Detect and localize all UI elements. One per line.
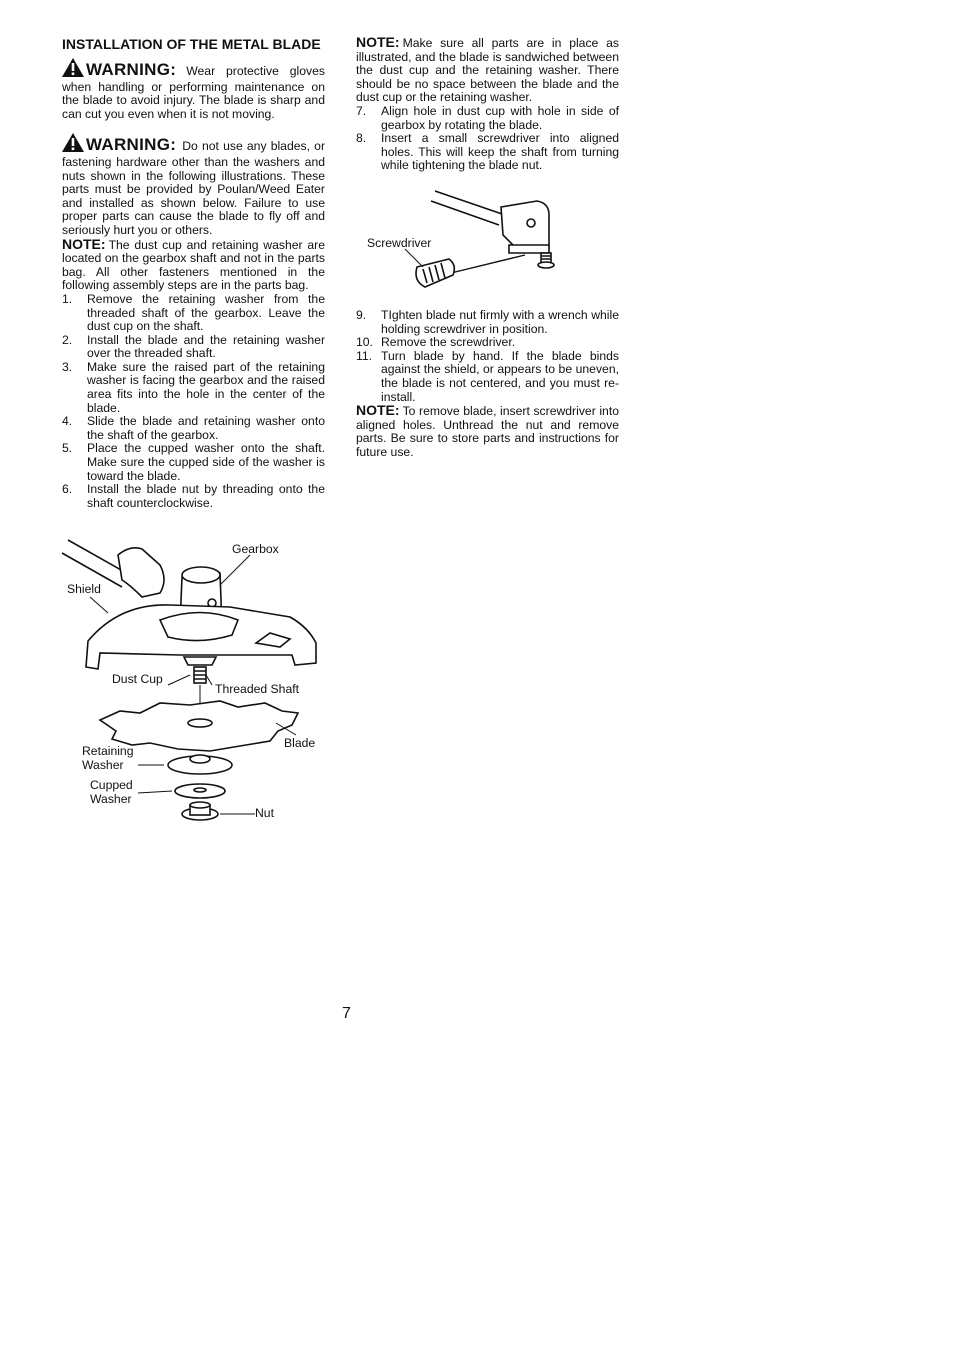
label-screwdriver: Screwdriver <box>367 236 432 250</box>
steps-list-left <box>62 293 325 511</box>
warning-triangle-icon <box>62 58 84 81</box>
label-gearbox: Gearbox <box>232 542 279 556</box>
note-label: NOTE: <box>62 235 106 252</box>
warning-triangle-icon <box>62 133 84 156</box>
label-retaining-washer-2: Washer <box>82 758 124 772</box>
warning-gloves <box>62 58 325 121</box>
warning-label: WARNING: <box>86 135 177 155</box>
warning-text: Do not use any blades, or fastening hardware other than the washers and nuts shown in the following illustrations. These parts must be provided by Poulan/Weed Eater and installed as shown below. Failure to use proper parts can cause the blade to fly off and seriously hurt you or others. <box>62 139 325 237</box>
blade-assembly-figure <box>60 535 340 830</box>
section-heading: INSTALLATION OF THE METAL BLADE <box>62 36 321 52</box>
step-item: 8. Insert a small screwdriver into aligned holes. This will keep the shaft from turning while tightening the blade nut. <box>356 131 619 173</box>
label-shield: Shield <box>67 582 101 596</box>
steps-list-right-b <box>356 309 619 404</box>
label-cupped-washer-2: Washer <box>90 792 132 806</box>
steps-list-right-a <box>356 105 619 173</box>
step-item: 2. Install the blade and the retaining washer over the threaded shaft. <box>62 332 325 361</box>
label-retaining-washer: Retaining <box>82 744 134 758</box>
warning-parts <box>62 133 325 237</box>
warning-label: WARNING: <box>86 60 177 79</box>
note-text: The dust cup and retaining washer are located on the gearbox shaft and not in the parts bag. All other fasteners mentioned in the following assembly steps are in the parts bag. <box>62 237 325 293</box>
note-label: NOTE: <box>356 34 400 50</box>
label-cupped-washer: Cupped <box>90 778 133 792</box>
step-item: 7. Align hole in dust cup with hole in side of gearbox by rotating the blade. <box>356 103 619 132</box>
label-dust-cup: Dust Cup <box>112 672 163 686</box>
note-label: NOTE: <box>356 402 400 419</box>
step-item: 3. Make sure the raised part of the retaining washer is facing the gearbox and the raised area fits into the hole in the center of the blade. <box>62 359 325 415</box>
note-fasteners <box>62 235 325 293</box>
step-item: 11. Turn blade by hand. If the blade binds against the shield, or appears to be uneven, the blade is not centered, and you must re-install. <box>356 348 619 404</box>
label-threaded-shaft: Threaded Shaft <box>215 682 300 696</box>
note-text: Make sure all parts are in place as illustrated, and the blade is sandwiched between the dust cup and the retaining washer. There should be no space between the blade and the dust cup or the retaining washer. <box>356 36 619 105</box>
left-column <box>62 36 325 510</box>
step-item: 10. Remove the screwdriver. <box>356 335 516 350</box>
label-nut: Nut <box>255 806 274 820</box>
note-text: To remove blade, insert screwdriver into aligned holes. Unthread the nut and remove parts. Be sure to store parts and instructions for future use. <box>356 404 619 459</box>
step-item: 6. Install the blade nut by threading onto the shaft counterclockwise. <box>62 482 325 510</box>
step-item: 1. Remove the retaining washer from the threaded shaft of the gearbox. Leave the dust cup on the shaft. <box>62 291 325 334</box>
note-remove-blade <box>356 404 619 459</box>
step-item: 5. Place the cupped washer onto the shaft. Make sure the cupped side of the washer is toward the blade. <box>62 441 325 483</box>
warning-text: Wear protective gloves when handling or performing maintenance on the blade to avoid injury. The blade is sharp and can cut you even when it is not moving. <box>62 64 325 121</box>
label-blade: Blade <box>284 736 316 750</box>
step-item: 4. Slide the blade and retaining washer onto the shaft of the gearbox. <box>62 414 325 442</box>
note-sandwich <box>356 36 619 105</box>
step-item: 9. TIghten blade nut firmly with a wrench while holding screwdriver in position. <box>356 307 619 336</box>
page-number: 7 <box>342 1005 351 1022</box>
screwdriver-figure <box>365 185 585 300</box>
